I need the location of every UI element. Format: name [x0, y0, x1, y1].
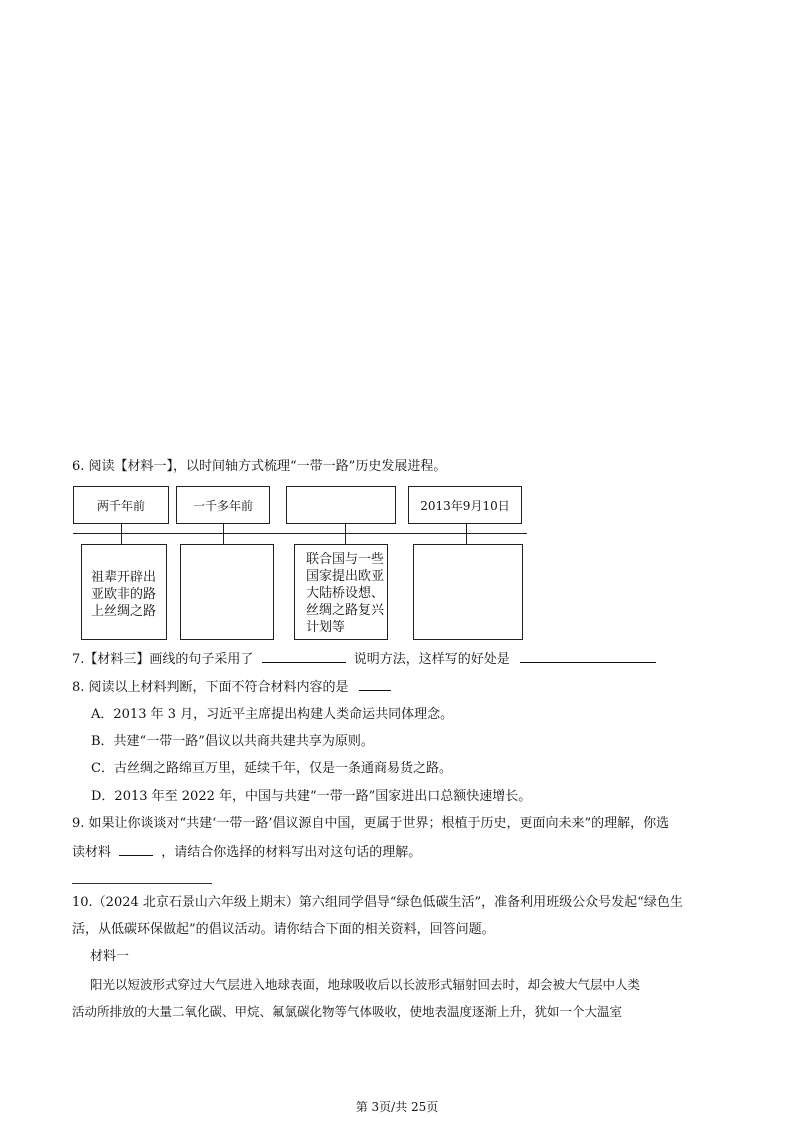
- question-7-part1: 7.【材料三】画线的句子采用了: [72, 652, 254, 667]
- question-9-line2: [72, 843, 421, 862]
- answer-blank-8[interactable]: [359, 678, 391, 691]
- material-1-line1: 阳光以短波形式穿过大气层进入地球表面，地球吸收后以长波形式辐射回去时，却会被大气层中人类: [90, 977, 641, 992]
- question-9-line1: 9. 如果让你谈谈对“共建‘一带一路’倡议源自中国，更属于世界；根植于历史，更面向未来”的理解，你选: [72, 816, 670, 831]
- page-footer: 第 3页/共 25页: [355, 1100, 439, 1114]
- answer-blank-7b[interactable]: [520, 650, 656, 663]
- timeline-top-box-2: 一千多年前: [176, 486, 270, 524]
- timeline-bottom-text-1: 祖辈开辟出 亚欧非的路 上丝绸之路: [91, 570, 157, 619]
- timeline-bottom-box-2: [180, 544, 274, 640]
- section-divider: [72, 883, 212, 884]
- timeline-connector-1: [121, 524, 122, 545]
- answer-blank-7a[interactable]: [262, 650, 346, 663]
- timeline-bottom-box-4: [413, 544, 523, 640]
- question-10-line2: 活，从低碳环保做起”的倡议活动。请你结合下面的相关资料，回答问题。: [72, 922, 495, 937]
- timeline-top-box-3: [286, 486, 396, 524]
- question-10-line1: 10.（2024 北京石景山六年级上期末）第六组同学倡导“绿色低碳生活”，准备利用班级公众号发起“绿色生: [72, 895, 683, 910]
- material-1-title: 材料一: [90, 949, 130, 964]
- material-1-line2: 活动所排放的大量二氧化碳、甲烷、氟氯碳化物等气体吸收，使地表温度逐渐上升，犹如一个大温室: [72, 1004, 623, 1019]
- timeline-connector-3: [345, 524, 346, 545]
- question-9-line2b: ，请结合你选择的材料写出对这句话的理解。: [161, 845, 422, 860]
- timeline-bottom-box-1: [81, 544, 167, 640]
- question-8-stem-text: 8. 阅读以上材料判断，下面不符合材料内容的是: [72, 680, 349, 695]
- timeline-bottom-text-3: 联合国与一些 国家提出欧亚 大陆桥设想、 丝绸之路复兴 计划等: [306, 552, 385, 635]
- question-6-text: 6. 阅读【材料一】，以时间轴方式梳理“一带一路”历史发展进程。: [72, 459, 447, 474]
- timeline-connector-2: [223, 524, 224, 545]
- question-9-line2a: 读材料: [72, 845, 112, 860]
- timeline-bottom-box-3: [294, 544, 388, 640]
- question-7: [72, 650, 656, 669]
- question-8-stem: [72, 678, 391, 697]
- option-d[interactable]: D．2013 年至 2022 年，中国与共建“一带一路”国家进出口总额快速增长。: [91, 789, 532, 804]
- option-a[interactable]: A．2013 年 3 月，习近平主席提出构建人类命运共同体理念。: [91, 707, 454, 722]
- timeline-top-box-4: 2013年9月10日: [408, 486, 522, 524]
- option-c[interactable]: C．古丝绸之路绵亘万里，延续千年，仅是一条通商易货之路。: [91, 761, 452, 776]
- question-7-part2: 说明方法，这样写的好处是: [353, 652, 510, 667]
- timeline-connector-4: [466, 524, 467, 545]
- option-b[interactable]: B．共建“一带一路”倡议以共商共建共享为原则。: [91, 734, 374, 749]
- answer-blank-9[interactable]: [119, 843, 153, 856]
- timeline-axis: [73, 533, 527, 534]
- timeline-top-box-1: 两千年前: [73, 486, 169, 524]
